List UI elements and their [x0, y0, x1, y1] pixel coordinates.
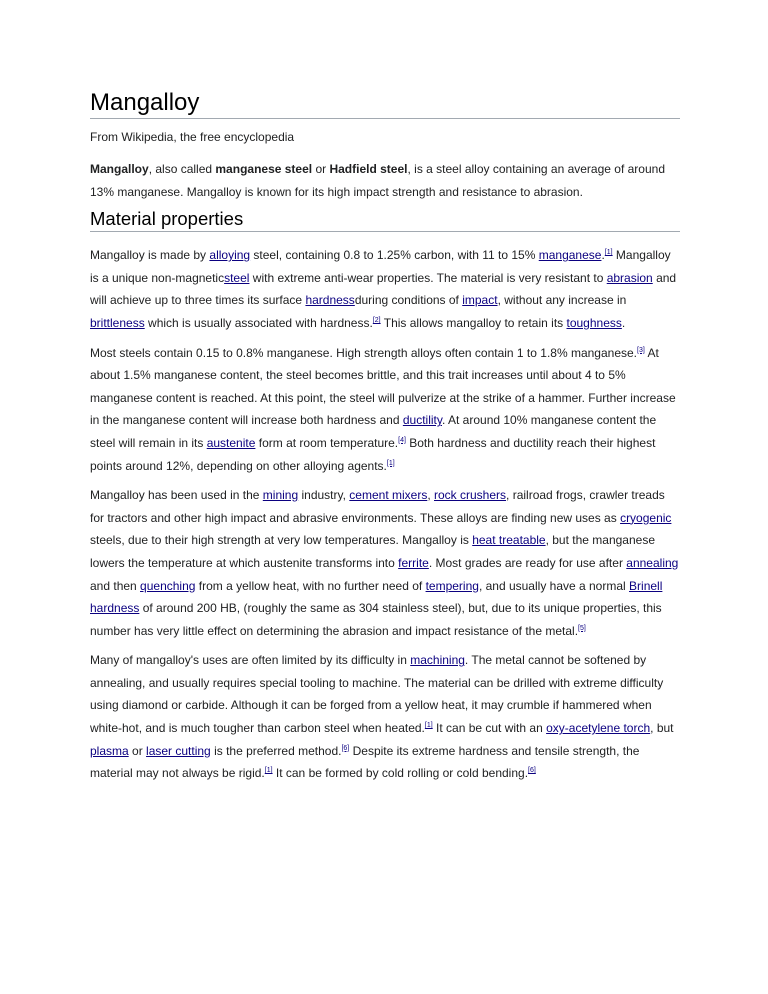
paragraph-text: . — [601, 248, 605, 263]
paragraph-text: industry, — [298, 488, 350, 503]
link-ferrite[interactable]: ferrite — [398, 555, 429, 570]
link-oxy-acetylene-torch[interactable]: oxy-acetylene torch — [546, 721, 651, 736]
article-content — [90, 88, 680, 785]
link-toughness[interactable]: toughness — [566, 315, 622, 330]
paragraph-text: , and usually have a normal — [478, 578, 630, 593]
paragraph-text: and then — [90, 578, 141, 593]
citation[interactable] — [373, 317, 381, 324]
paragraph-text: , — [427, 488, 434, 503]
link-quenching[interactable]: quenching — [140, 578, 196, 593]
link-brittleness[interactable]: brittleness — [90, 315, 145, 330]
link-plasma[interactable]: plasma — [90, 743, 129, 758]
link-cement-mixers[interactable]: cement mixers — [349, 488, 428, 503]
paragraph-text: . — [621, 315, 626, 330]
paragraph-composition — [90, 244, 680, 334]
paragraph-text: with extreme anti-wear properties. The material is very resistant to — [249, 270, 607, 285]
citation[interactable] — [387, 460, 395, 467]
citation-link[interactable]: [3] — [637, 346, 645, 354]
paragraph-text: This allows mangalloy to retain its — [380, 315, 567, 330]
link-rock-crushers[interactable]: rock crushers — [434, 488, 507, 503]
paragraph-text: steel, containing 0.8 to 1.25% carbon, with 11 to 15% — [250, 248, 539, 263]
paragraph-machining — [90, 649, 680, 785]
paragraph-text: from a yellow heat, with no further need of — [195, 578, 426, 593]
link-ductility[interactable]: ductility — [402, 413, 442, 428]
citation-link[interactable]: [6] — [341, 744, 350, 752]
link-abrasion[interactable]: abrasion — [606, 270, 653, 285]
lead-text: or — [312, 162, 330, 176]
link-alloying[interactable]: alloying — [209, 248, 251, 263]
link-machining[interactable]: machining — [410, 653, 465, 668]
citation[interactable] — [398, 437, 406, 444]
link-hardness[interactable]: hardness — [305, 293, 355, 308]
citation-link[interactable]: [1] — [424, 722, 433, 730]
paragraph-text: steels, due to their high strength at very low temperatures. Mangalloy is — [90, 533, 473, 548]
paragraph-text: which is usually associated with hardness. — [144, 315, 373, 330]
paragraph-text: during conditions of — [354, 293, 463, 308]
citation[interactable] — [578, 625, 586, 632]
link-impact[interactable]: impact — [462, 293, 498, 308]
page-title: Mangalloy — [90, 88, 680, 119]
citation[interactable] — [528, 767, 536, 774]
citation[interactable] — [605, 249, 613, 256]
site-tagline: From Wikipedia, the free encyclopedia — [90, 130, 295, 144]
link-tempering[interactable]: tempering — [425, 578, 479, 593]
link-mining[interactable]: mining — [262, 488, 299, 503]
paragraph-text: It can be cut with an — [432, 721, 547, 736]
lead-term-manganese-steel: manganese steel — [215, 162, 313, 176]
paragraph-text: Mangalloy is a unique non-magnetic — [90, 248, 671, 285]
link-manganese[interactable]: manganese — [538, 248, 602, 263]
citation-link[interactable]: [1] — [604, 249, 613, 257]
citation-link[interactable]: [2] — [372, 316, 381, 324]
link-steel[interactable]: steel — [224, 270, 250, 285]
paragraph-text: is the preferred method. — [210, 743, 342, 758]
paragraph-text: , railroad frogs, crawler treads for tractors and other high impact and abrasive environments. These alloys are finding new uses as — [90, 488, 665, 525]
citation[interactable] — [265, 767, 273, 774]
paragraph-text: It can be formed by cold rolling or cold bending. — [272, 766, 529, 781]
paragraph-uses — [90, 484, 680, 642]
paragraph-text: Both hardness and ductility reach their highest points around 12%, depending on other alloying agents. — [90, 435, 656, 473]
paragraph-text: Mangalloy has been used in the — [90, 488, 263, 503]
paragraph-manganese-content — [90, 342, 680, 478]
citation[interactable] — [425, 722, 433, 729]
link-annealing[interactable]: annealing — [626, 555, 679, 570]
link-cryogenic[interactable]: cryogenic — [620, 510, 672, 525]
paragraph-text: of around 200 HB, (roughly the same as 304 stainless steel), but, due to its unique properties, this number has very little effect on determining the abrasion and impact resistance of the metal. — [90, 601, 662, 638]
paragraph-text: , but — [650, 721, 674, 736]
lead-term-hadfield-steel: Hadfield steel — [329, 162, 408, 176]
citation-link[interactable]: [5] — [578, 624, 586, 632]
link-laser-cutting[interactable]: laser cutting — [146, 743, 211, 758]
paragraph-text: form at room temperature. — [255, 435, 399, 450]
paragraph-text: Most steels contain 0.15 to 0.8% manganese. High strength alloys often contain 1 to 1.8% manganese. — [90, 345, 638, 360]
paragraph-text: Mangalloy is made by — [90, 248, 210, 263]
lead-paragraph — [90, 158, 680, 203]
lead-text: , is a steel alloy containing an average of around 13% manganese. Mangalloy is known for its high impact strength and resistance to abrasion. — [90, 162, 665, 199]
paragraph-text: At about 1.5% manganese content, the steel becomes brittle, and this trait increases until about 4 to 5% manganese content is reached. At this point, the steel will pulverize at the strike of a hammer. Further increase in the manganese content will increase both hardness and — [90, 345, 676, 428]
link-brinell-hardness[interactable]: Brinell hardness — [90, 578, 663, 616]
lead-text: , also called — [148, 162, 216, 176]
link-austenite[interactable]: austenite — [206, 435, 256, 450]
paragraph-text: , but the manganese lowers the temperature at which austenite transforms into — [90, 533, 656, 570]
citation-link[interactable]: [1] — [386, 459, 395, 467]
paragraph-text: , without any increase in — [497, 293, 627, 308]
section-heading-material-properties: Material properties — [90, 207, 680, 232]
paragraph-text: . The metal cannot be softened by annealing, and usually requires special tooling to machine. The material can be drilled with extreme difficulty using diamond or carbide. Although it can be forged from a yellow heat, it may crumble if hammered when white-hot, and is much tougher than carbon steel when heated. — [90, 653, 664, 736]
paragraph-text: and will achieve up to three times its surface — [90, 270, 677, 308]
paragraph-text: . At around 10% manganese content the steel will remain in its — [90, 413, 657, 450]
citation-link[interactable]: [4] — [398, 436, 406, 444]
citation-link[interactable]: [6] — [528, 767, 536, 775]
paragraph-text: Despite its extreme hardness and tensile strength, the material may not always be rigid. — [90, 743, 640, 781]
citation-link[interactable]: [1] — [264, 767, 273, 775]
lead-term-mangalloy: Mangalloy — [90, 162, 149, 176]
paragraph-text: . Most grades are ready for use after — [428, 555, 627, 570]
citation[interactable] — [637, 347, 645, 354]
paragraph-text: Many of mangalloy's uses are often limited by its difficulty in — [90, 653, 411, 668]
link-heat-treatable[interactable]: heat treatable — [472, 533, 546, 548]
paragraph-text: or — [128, 743, 147, 758]
